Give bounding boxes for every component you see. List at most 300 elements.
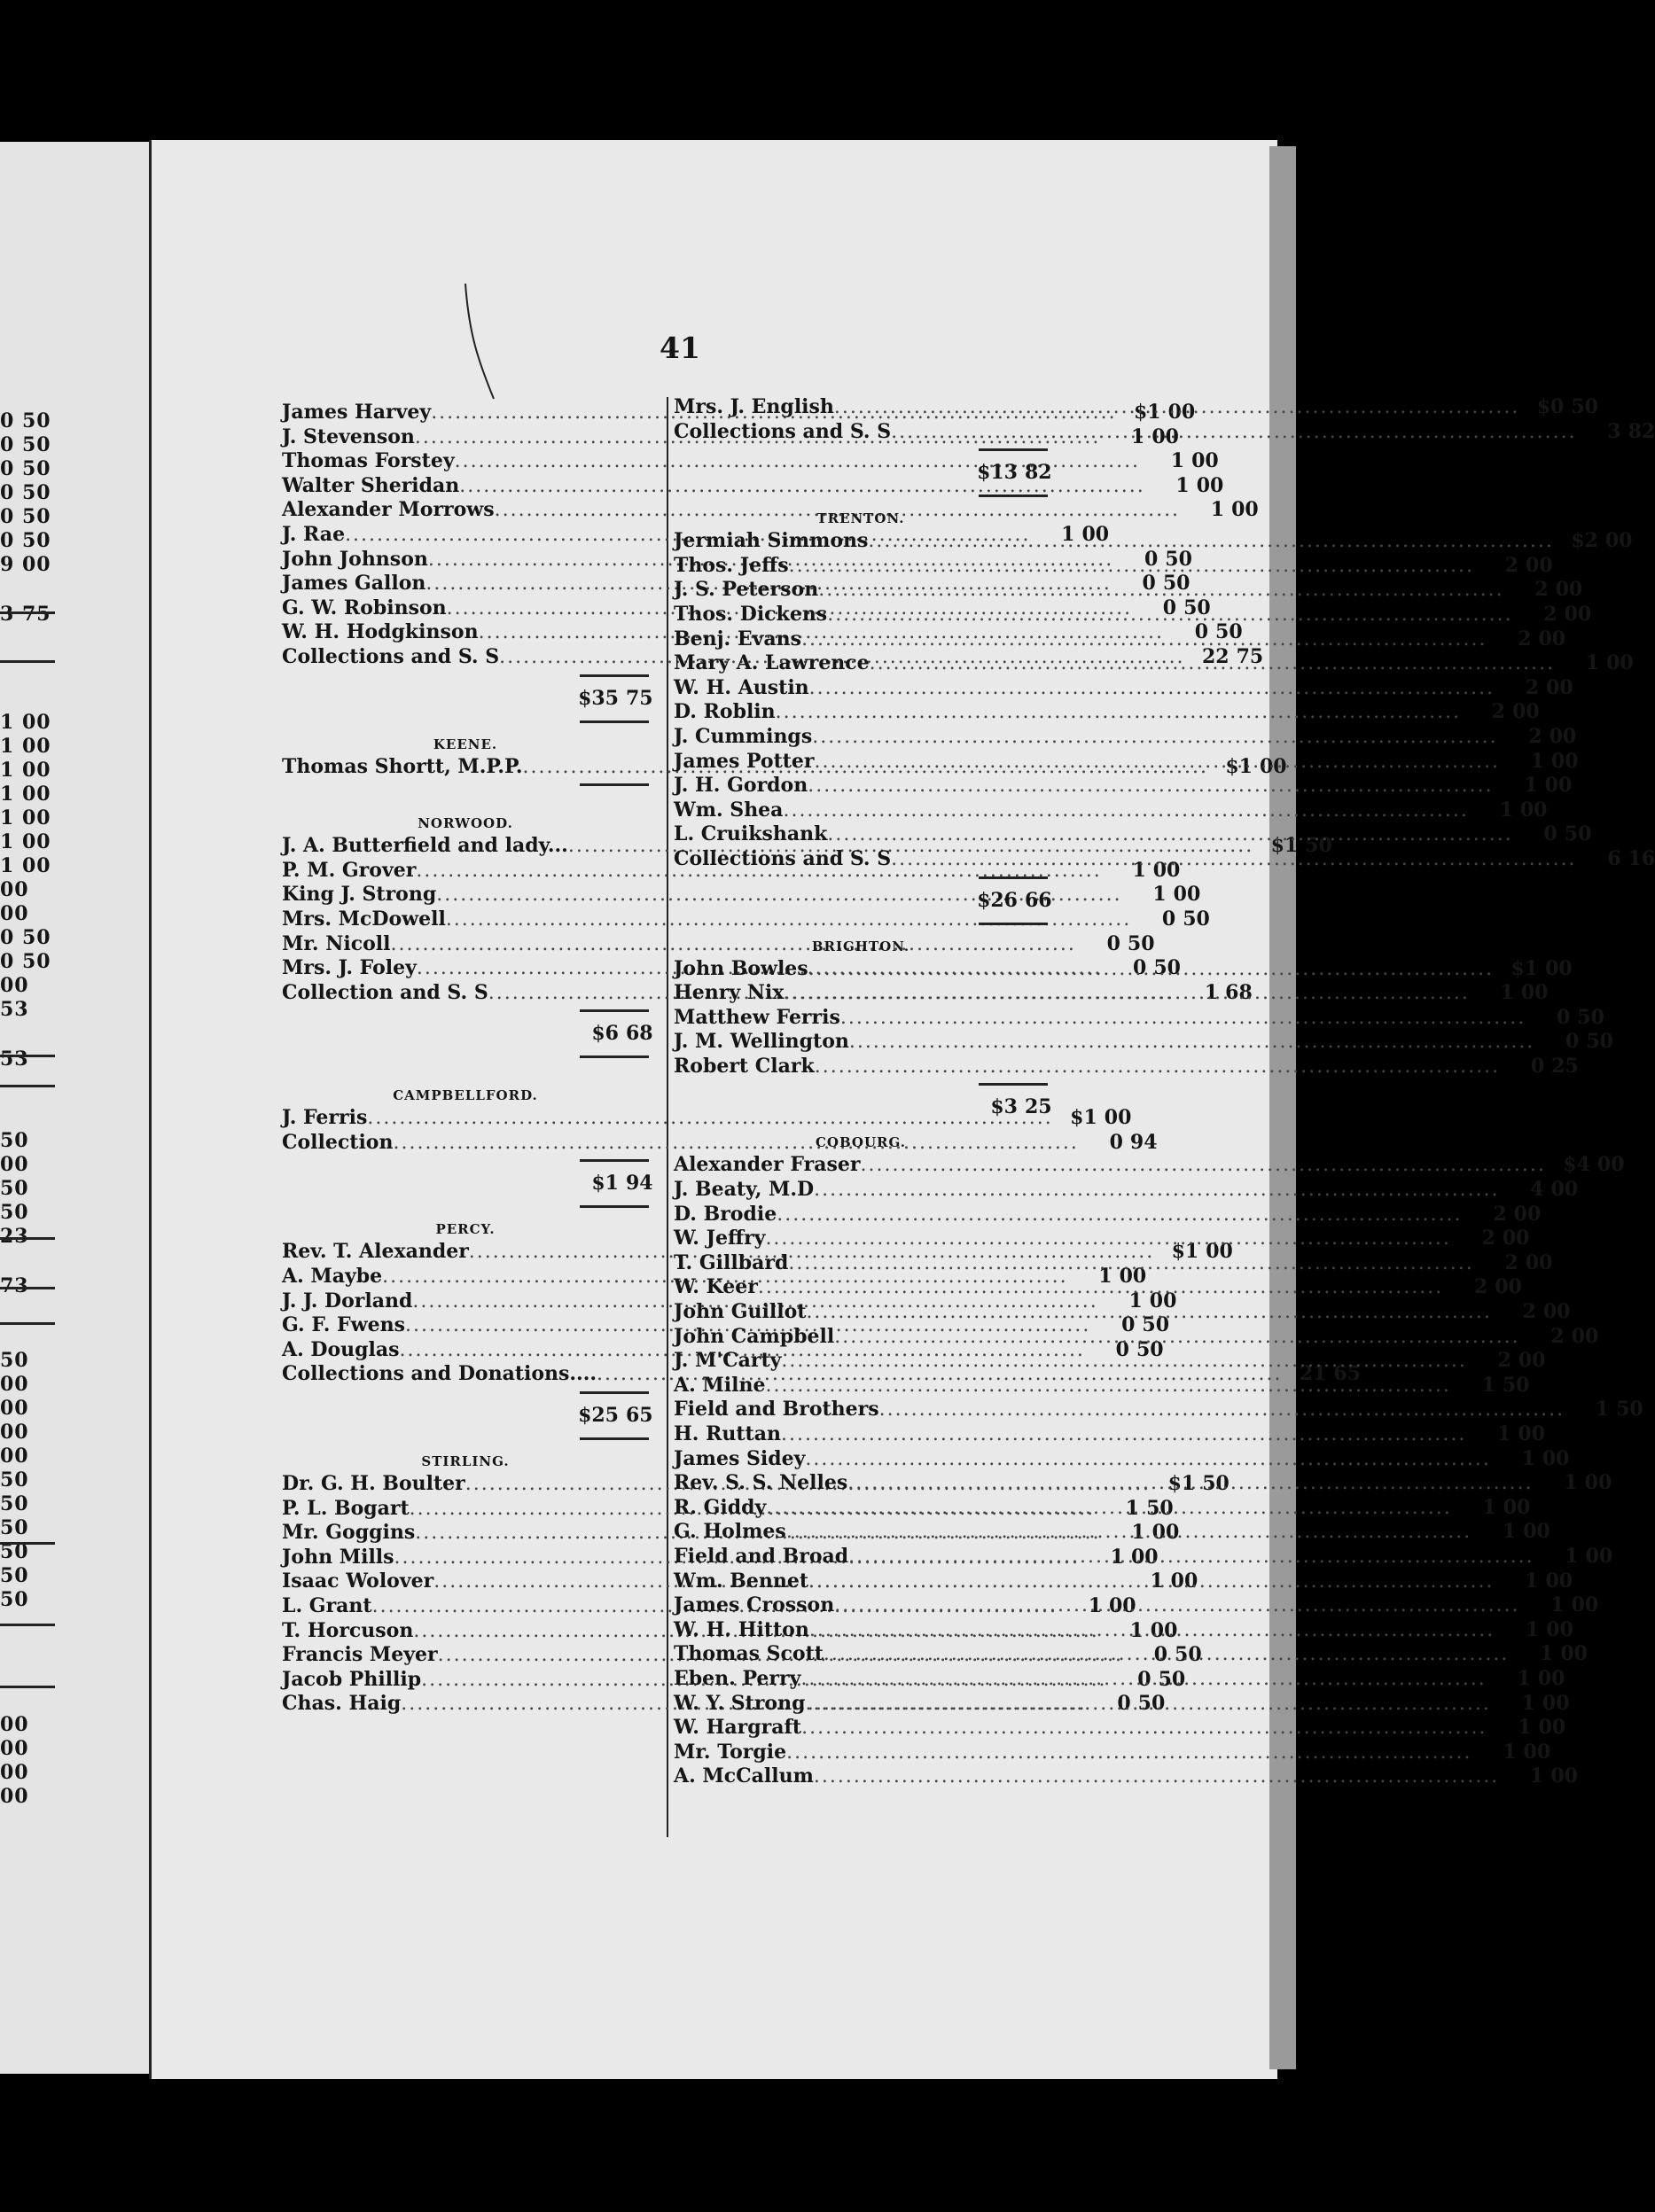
donor-name: Field and Broad [674, 1544, 849, 1568]
donor-name: J. Ferris [282, 1106, 368, 1130]
leader-dots [891, 847, 1576, 872]
leader-dots [847, 1471, 1533, 1496]
leader-dots [834, 395, 1519, 420]
ledger-row [674, 1422, 1546, 1447]
total-cents: 65 [626, 1404, 653, 1428]
amount-cents: 00 [1550, 1764, 1578, 1788]
amount-dollars: 0 [1117, 1692, 1131, 1716]
amount-cents: 00 [1151, 424, 1179, 448]
amount [1487, 1716, 1566, 1741]
donor-name: Matthew Ferris [674, 1005, 840, 1029]
amount-dollars: 1 [1497, 1422, 1511, 1445]
amount [1451, 1373, 1530, 1398]
amount [1500, 1178, 1579, 1203]
amount-cents: 00 [1550, 1178, 1579, 1202]
facing-page-amount: 00 [0, 1785, 29, 1808]
amount-cents: 00 [1151, 1521, 1180, 1545]
amount-dollars: 0 [1106, 931, 1120, 955]
donor-name: A. Douglas [282, 1337, 400, 1361]
donor-name: Rev. S. S. Nelles [674, 1471, 848, 1495]
total-cents: 68 [626, 1022, 653, 1046]
donor-name: J. Cummings [674, 724, 813, 748]
amount [1472, 1740, 1551, 1765]
amount [1443, 1275, 1522, 1300]
total-amount [973, 455, 1052, 490]
leader-dots [827, 603, 1512, 627]
donor-name: James Sidey [674, 1446, 806, 1470]
leader-dots [808, 1569, 1494, 1594]
facing-page-amount: 50 [0, 1588, 29, 1611]
total-cents: 94 [626, 1172, 653, 1196]
ledger-row [674, 1227, 1530, 1251]
sum-rule [282, 779, 649, 790]
donor-name: John Guillot [674, 1300, 807, 1324]
facing-page-amount: 23 [0, 1225, 29, 1248]
sum-rule [282, 1387, 649, 1398]
amount-dollars: 1 [1210, 498, 1225, 522]
amount [1466, 1422, 1546, 1447]
leader-dots [834, 1325, 1519, 1350]
amount [1122, 883, 1201, 907]
amount [1451, 1227, 1530, 1251]
amount-dollars: 2 [1518, 627, 1532, 650]
amount-dollars: 1 [1499, 798, 1513, 822]
ledger-row [674, 1617, 1573, 1643]
amount [1499, 1764, 1578, 1789]
ledger-row [282, 907, 1210, 932]
amount-cents: 00 [1130, 1545, 1159, 1569]
amount-dollars: 1 [1110, 1545, 1124, 1569]
amount [1452, 1495, 1531, 1521]
amount-dollars: $1 [1270, 834, 1299, 858]
amount-cents: 00 [1537, 1666, 1565, 1690]
amount-dollars: 1 [1595, 1398, 1610, 1421]
facing-page-amount: 00 [0, 1397, 29, 1420]
donor-name: Thos. Dickens [674, 602, 828, 626]
section-heading: NORWOOD. [418, 815, 513, 832]
ledger-row [674, 1153, 1625, 1178]
donor-name: P. M. Grover [282, 858, 417, 882]
amount [1131, 907, 1210, 932]
leader-dots [805, 1447, 1490, 1472]
facing-page-rule [0, 1542, 55, 1545]
amount-cents: 00 [1231, 498, 1259, 522]
donor-name: G. Holmes [674, 1520, 786, 1544]
donor-name: A. McCallum [674, 1764, 814, 1788]
facing-page-amount: 3 75 [0, 603, 51, 626]
donor-name: Thomas Forstey [282, 449, 455, 473]
section-gap [282, 1062, 649, 1078]
amount [1534, 1544, 1613, 1569]
leader-dots [834, 1593, 1519, 1618]
donor-name: Collections and S. S [674, 846, 892, 870]
facing-page-amount: 1 00 [0, 735, 51, 758]
section-heading: BRIGHTON. [811, 938, 910, 954]
donor-name: J. S. Peterson [674, 578, 819, 602]
amount-dollars: 0 [1115, 1337, 1129, 1361]
total-dollars: $3 [990, 1095, 1018, 1119]
amount-dollars: 0 [1109, 1130, 1123, 1154]
total-dollars: $13 [977, 461, 1018, 485]
previous-page-fragment [0, 142, 161, 2074]
amount-dollars: 1 [1204, 980, 1219, 1004]
amount-cents: 00 [1104, 1106, 1132, 1130]
donor-name: Thomas Scott [674, 1642, 824, 1666]
sum-rule [674, 490, 1048, 501]
facing-page-amount: 1 00 [0, 806, 51, 830]
donor-name: Mrs. J. Foley [282, 956, 417, 980]
leader-dots [786, 1520, 1472, 1545]
donor-name: J. H. Gordon [674, 774, 808, 798]
donor-name: L. Grant [282, 1594, 372, 1617]
amount-dollars: 0 [1556, 1005, 1571, 1029]
facing-page-amount: 00 [0, 1373, 29, 1396]
sum-rule [674, 1079, 1048, 1089]
facing-page-amount: 53 [0, 998, 29, 1021]
amount [1469, 798, 1548, 823]
facing-page-amount: 53 [0, 1048, 29, 1071]
amount-cents: 00 [1538, 627, 1566, 650]
amount-dollars: 2 [1481, 1227, 1495, 1250]
facing-page-amount: 50 [0, 1516, 29, 1539]
donor-name: Alexander Fraser [674, 1153, 861, 1177]
amount-cents: 00 [1519, 798, 1548, 822]
section-heading: STIRLING. [421, 1453, 510, 1470]
amount-dollars: 2 [1491, 700, 1506, 724]
section-heading: COBOURG. [815, 1134, 907, 1151]
amount-dollars: 1 [1517, 1666, 1531, 1690]
amount-cents: 00 [1546, 1617, 1573, 1641]
amount-dollars: 2 [1534, 578, 1549, 602]
ledger-row [674, 1716, 1566, 1741]
donor-name: J. Beaty, M.D [674, 1178, 815, 1202]
leader-dots [824, 1642, 1509, 1667]
leader-dots [765, 1227, 1450, 1251]
amount-cents: 50 [1183, 907, 1210, 931]
ledger-row [674, 1544, 1613, 1569]
facing-page-amount: 0 50 [0, 505, 51, 528]
amount [1491, 1446, 1570, 1472]
amount-cents: 00 [1542, 1691, 1570, 1715]
ledger-row [674, 1250, 1553, 1276]
total-amount [574, 681, 653, 716]
donor-name: J. M. Wellington [674, 1030, 849, 1054]
ledger-row [674, 1520, 1550, 1545]
leader-dots [784, 981, 1469, 1006]
amount-dollars: 1 [1125, 1496, 1140, 1520]
amount [1180, 498, 1259, 523]
amount-dollars: 0 [1133, 956, 1147, 980]
leader-dots [781, 1422, 1466, 1447]
amount-dollars: 2 [1522, 1300, 1536, 1324]
amount-dollars: $4 [1563, 1153, 1590, 1177]
donor-name: James Potter [674, 749, 815, 773]
amount [1546, 1153, 1625, 1178]
amount-dollars: 0 [1162, 596, 1177, 619]
leader-dots [860, 1153, 1545, 1178]
amount [1500, 1054, 1579, 1079]
ledger-row [674, 1740, 1551, 1765]
sum-rule [674, 444, 1048, 455]
amount-dollars: $1 [1511, 956, 1539, 980]
total-amount [574, 1016, 653, 1051]
ledger-row [674, 822, 1592, 847]
facing-page-amount: 1 00 [0, 830, 51, 853]
facing-page-amount: 00 [0, 902, 29, 925]
amount-dollars: 1 [1540, 1642, 1554, 1666]
amount [1534, 1471, 1612, 1496]
donor-name: W. H. Hodgkinson [282, 620, 479, 644]
donor-name: A. Maybe [282, 1265, 383, 1289]
leader-dots [818, 578, 1503, 603]
amount-dollars: 1 [1564, 1471, 1578, 1495]
facing-page-amount: 00 [0, 1153, 29, 1176]
amount-cents: 50 [1136, 1337, 1164, 1361]
leader-dots [808, 774, 1493, 798]
facing-page-amount: 0 50 [0, 457, 51, 480]
amount-dollars: 2 [1504, 1250, 1518, 1274]
amount-cents: 00 [1196, 473, 1224, 497]
donor-name: W. Y. Strong [674, 1691, 806, 1715]
facing-page-amount: 00 [0, 974, 29, 997]
facing-page-rule [0, 1085, 55, 1087]
leader-dots [766, 1496, 1451, 1521]
amount-cents: 00 [1585, 1544, 1613, 1568]
amount [1565, 1398, 1643, 1422]
amount [1145, 473, 1224, 499]
donor-name: T. Horcuson [282, 1618, 414, 1642]
total-cents: 66 [1025, 888, 1052, 912]
donor-name: Isaac Wolover [282, 1569, 434, 1593]
sum-rule [282, 1433, 649, 1444]
donor-name: John Bowles [674, 956, 808, 980]
donor-name: J. Stevenson [282, 424, 415, 448]
sum-rule [282, 1155, 649, 1165]
amount-cents: 75 [1236, 644, 1264, 668]
section-gap [282, 790, 649, 806]
amount [1474, 553, 1553, 579]
amount-cents: 00 [1191, 449, 1219, 473]
sum-rule [282, 670, 649, 681]
ledger-row [674, 774, 1573, 798]
amount-cents: 94 [1129, 1130, 1158, 1154]
donor-name: Mary A. Lawrence [674, 651, 870, 675]
amount [1513, 822, 1592, 847]
amount-dollars: 1 [1550, 1593, 1565, 1617]
facing-page-amount: 50 [0, 1492, 29, 1515]
donor-name: Wm. Bennet [674, 1569, 809, 1593]
ledger-row [674, 1569, 1573, 1594]
amount-cents: 00 [1167, 401, 1196, 424]
donor-name: Alexander Morrows [282, 498, 495, 522]
amount-dollars: 1 [1481, 1373, 1495, 1397]
donor-name: W. Keer [674, 1275, 758, 1299]
facing-page-amount: 0 50 [0, 409, 51, 432]
ledger-row [674, 700, 1540, 725]
amount-cents: 00 [1173, 883, 1201, 907]
amount-cents: 00 [1109, 1594, 1136, 1617]
section-heading: PERCY. [435, 1221, 496, 1238]
amount-cents: 00 [1081, 522, 1110, 546]
leader-dots [868, 529, 1553, 554]
donor-name: Chas. Haig [282, 1692, 402, 1716]
donor-name: W. Hargraft [674, 1716, 802, 1740]
donor-name: A. Milne [674, 1373, 766, 1397]
amount-cents: 68 [1225, 980, 1253, 1004]
amount-cents: 00 [1538, 1716, 1566, 1740]
facing-page-amount: 00 [0, 1445, 29, 1468]
amount-cents: 82 [1628, 419, 1655, 443]
sum-rule [674, 872, 1048, 883]
amount-cents: 50 [1616, 1398, 1643, 1421]
facing-page-amount: 0 50 [0, 926, 51, 949]
amount-dollars: 1 [1098, 1265, 1112, 1289]
amount-dollars: $1 [1167, 1472, 1196, 1496]
sum-rule [282, 1201, 649, 1211]
amount-dollars: 21 [1299, 1362, 1327, 1386]
amount-cents: 00 [1170, 1569, 1198, 1593]
donor-name: Jacob Phillip [282, 1667, 422, 1691]
amount-dollars: 1 [1150, 1569, 1164, 1593]
donor-name: Wm. Shea [674, 798, 784, 822]
total-dollars: $26 [977, 888, 1018, 912]
facing-page-amount: 50 [0, 1201, 29, 1224]
amount-dollars: 1 [1061, 522, 1075, 546]
amount-dollars: 6 [1607, 846, 1621, 870]
amount-dollars: $0 [1536, 395, 1565, 418]
ledger-row [674, 675, 1573, 701]
amount [1492, 1300, 1571, 1325]
section-heading: CAMPBELLFORD. [393, 1087, 538, 1104]
facing-page-amount: 00 [0, 1761, 29, 1784]
facing-page-amount: 50 [0, 1349, 29, 1372]
amount-cents: 00 [1512, 700, 1540, 724]
amount-cents: 00 [1560, 1642, 1588, 1666]
donor-name: Collections and Donations.... [282, 1362, 597, 1386]
donor-name: R. Giddy [674, 1495, 767, 1519]
amount [1053, 1106, 1132, 1131]
amount-cents: 50 [1142, 1313, 1170, 1337]
donor-name: G. W. Robinson [282, 596, 447, 619]
sum-rule [282, 716, 649, 727]
amount [1495, 1617, 1573, 1643]
facing-page-rule [0, 1287, 55, 1289]
amount-dollars: 0 [1144, 547, 1159, 571]
amount-cents: 00 [1206, 1240, 1233, 1264]
section-heading: KEENE. [433, 736, 498, 752]
amount [1494, 1569, 1573, 1594]
amount-dollars: 0 [1153, 1643, 1168, 1667]
amount-cents: 16 [1628, 846, 1655, 870]
ledger-row [674, 1764, 1578, 1789]
amount-dollars: 1 [1129, 1618, 1144, 1642]
amount-cents: 50 [1175, 1643, 1202, 1667]
amount [1519, 395, 1598, 420]
amount-cents: 00 [1542, 1300, 1571, 1324]
facing-page-amount: 9 00 [0, 553, 51, 576]
donor-name: Field and Brothers [674, 1398, 879, 1421]
amount-cents: 00 [1503, 1495, 1531, 1519]
amount-dollars: 1 [1524, 774, 1538, 798]
leader-dots [891, 420, 1576, 445]
leader-dots [788, 1251, 1473, 1276]
amount [1554, 529, 1633, 554]
leader-dots [849, 1030, 1534, 1055]
ledger-row [674, 1202, 1542, 1227]
section-total [674, 455, 1052, 490]
leader-dots [809, 1618, 1495, 1643]
amount-cents: 00 [1549, 724, 1577, 748]
sum-rule [282, 1051, 649, 1062]
amount [1487, 1666, 1565, 1692]
amount [1520, 1593, 1599, 1618]
ledger-row [674, 529, 1633, 554]
total-dollars: $6 [591, 1022, 619, 1046]
total-cents: 75 [626, 686, 653, 710]
amount-cents: 50 [1158, 1667, 1186, 1691]
donor-name: James Gallon [282, 572, 426, 596]
leader-dots [805, 1692, 1490, 1717]
amount-cents: 00 [1545, 956, 1573, 980]
amount-cents: 50 [1586, 1030, 1613, 1054]
amount-dollars: 0 [1530, 1054, 1545, 1078]
amount-cents: 50 [1502, 1373, 1530, 1397]
facing-page-amount: 1 00 [0, 783, 51, 806]
amount-cents: 00 [1119, 1265, 1147, 1289]
leader-dots [815, 1055, 1500, 1079]
donor-name: John Johnson [282, 547, 428, 571]
amount [1494, 774, 1573, 798]
leader-dots [758, 1275, 1443, 1300]
amount-cents: 50 [1305, 834, 1332, 858]
leader-dots [789, 554, 1474, 579]
amount-dollars: 1 [1585, 651, 1600, 675]
donor-name: L. Cruikshank [674, 822, 828, 846]
donor-name: Collections and S. S [674, 419, 892, 443]
facing-page-amount: 1 00 [0, 711, 51, 734]
sum-rule [282, 1005, 649, 1016]
amount-dollars: 2 [1543, 602, 1557, 626]
facing-page-amount: 1 00 [0, 854, 51, 877]
amount [1474, 1250, 1553, 1276]
donor-name: D. Roblin [674, 700, 776, 724]
amount-cents: 50 [1127, 931, 1155, 955]
leader-dots [814, 1178, 1499, 1203]
donor-name: Mr. Torgie [674, 1740, 787, 1764]
donor-name: Henry Nix [674, 981, 785, 1005]
amount-cents: 00 [1526, 553, 1553, 577]
amount-cents: 00 [1584, 1471, 1612, 1495]
donor-name: Mr. Nicoll [282, 931, 391, 955]
amount-cents: 00 [1152, 858, 1181, 882]
facing-page-amount: 00 [0, 1713, 29, 1736]
amount [1461, 700, 1540, 725]
donor-name: Dr. G. H. Boulter [282, 1472, 465, 1496]
leader-dots [800, 1667, 1486, 1692]
amount-cents: 00 [1564, 602, 1592, 626]
donor-name: Collection [282, 1130, 394, 1154]
amount-cents: 50 [1162, 572, 1191, 596]
amount-dollars: 0 [1194, 620, 1209, 644]
amount-dollars: 1 [1565, 1544, 1579, 1568]
ledger-row [674, 1446, 1570, 1472]
donor-name: P. L. Bogart [282, 1496, 410, 1520]
leader-dots [806, 1300, 1491, 1325]
facing-page-amount: 50 [0, 1468, 29, 1492]
facing-page-amount: 00 [0, 1421, 29, 1444]
amount [1470, 981, 1549, 1006]
leader-dots [781, 1349, 1466, 1374]
